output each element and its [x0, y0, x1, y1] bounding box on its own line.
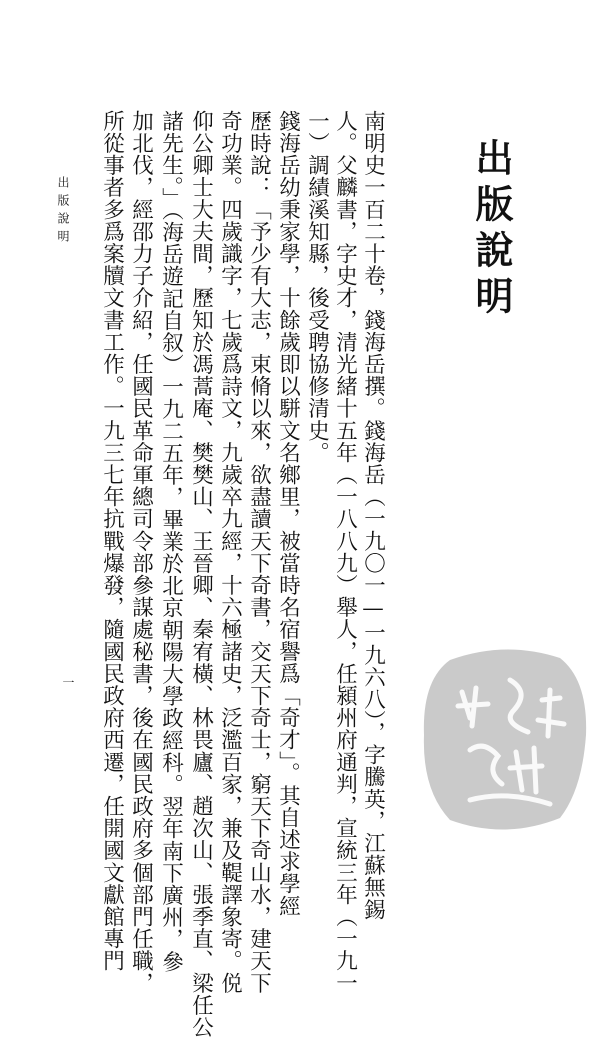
body-column-5: 歷時說：「予少有大志，束脩以來，欲盡讀天下奇書，交天下奇士，窮天下奇山水，建天下 [246, 110, 272, 994]
running-header: 出版說明 [56, 176, 70, 248]
body-column-9: 加北伐，經邵力子介紹，任國民革命軍總司令部參謀處秘書，後在國民政府多個部門任職， [128, 110, 154, 994]
page-number: 一 [61, 676, 75, 688]
body-column-10: 所從事者多爲案牘文書工作。一九三七年抗戰爆發，隨國民政府西遷，任開國文獻館專門 [99, 110, 125, 972]
seal-stamp-icon [410, 640, 600, 840]
body-column-4: 錢海岳幼秉家學，十餘歲即以駢文名鄉里，被當時名宿譽爲「奇才」。其自述求學經 [275, 110, 301, 917]
body-column-2: 人。父麟書，字史才，清光緒十五年（一八八九）舉人，任潁州府通判，宣統三年（一九一 [332, 110, 358, 994]
body-column-8: 諸先生。」（海岳遊記自叙）一九二五年，畢業於北京朝陽大學政經科。翌年南下廣州，參 [158, 110, 184, 973]
body-column-3: 一）調績溪知縣，後受聘協修清史。 [304, 110, 330, 464]
body-column-1: 南明史一百二十卷，錢海岳撰。錢海岳（一九〇一—一九六八），字騰英，江蘇無錫 [360, 110, 386, 921]
body-column-6: 奇功業。四歲識字，七歲爲詩文，九歲卒九經，十六極諸史，泛濫百家，兼及鞮譯象寄。侻 [217, 110, 243, 994]
body-column-7: 仰公卿士大夫間，歷知於馮蒿庵、樊樊山、王晉卿、秦宥橫、林畏廬、趙次山、張季直、梁任公 [188, 110, 214, 1038]
page-title: 出版說明 [469, 138, 514, 322]
